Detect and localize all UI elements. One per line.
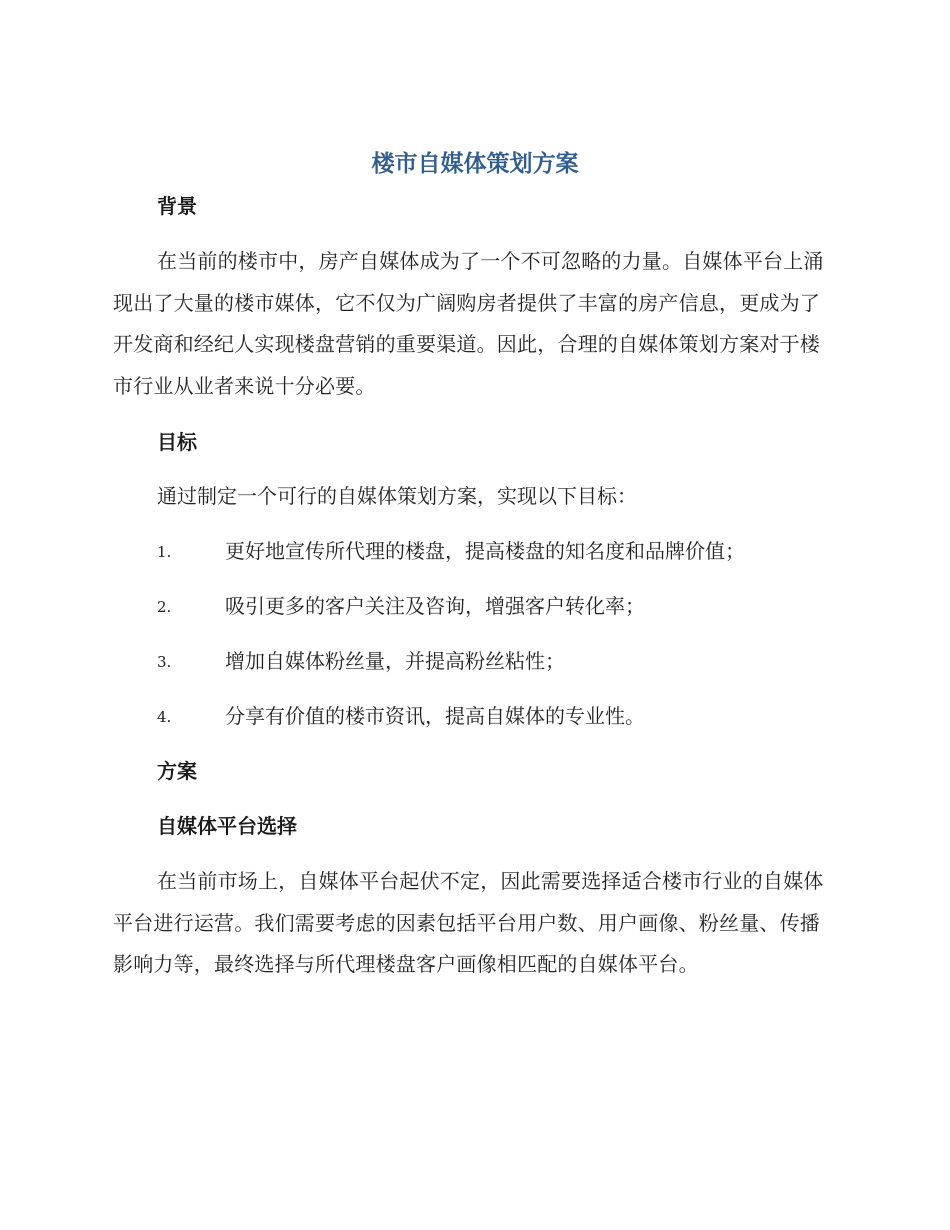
list-item: [157, 701, 837, 731]
list-number: 4.: [157, 708, 172, 726]
list-text: 吸引更多的客户关注及咨询，增强客户转化率；: [225, 594, 645, 618]
list-item: [157, 591, 837, 621]
list-item: [157, 646, 837, 676]
list-text: 更好地宣传所代理的楼盘，提高楼盘的知名度和品牌价值；: [225, 539, 745, 563]
document-title: 楼市自媒体策划方案: [371, 151, 579, 177]
heading-background: 背景: [157, 194, 197, 218]
list-item: [157, 536, 837, 566]
heading-goals: 目标: [157, 430, 197, 454]
list-number: 3.: [157, 653, 172, 671]
list-number: 1.: [157, 543, 172, 561]
subheading-platform-selection: 自媒体平台选择: [157, 814, 297, 838]
list-text: 分享有价值的楼市资讯，提高自媒体的专业性。: [225, 704, 645, 728]
list-text: 增加自媒体粉丝量，并提高粉丝粘性；: [225, 649, 565, 673]
goals-intro: 通过制定一个可行的自媒体策划方案，实现以下目标：: [157, 484, 637, 508]
paragraph-platform-selection: 在当前市场上，自媒体平台起伏不定，因此需要选择适合楼市行业的自媒体平台进行运营。我们需要考虑的因素包括平台用户数、用户画像、粉丝量、传播影响力等，最终选择与所代理楼盘客户画像相匹配的自媒体平台。: [113, 869, 824, 976]
list-number: 2.: [157, 598, 172, 616]
paragraph-background: 在当前的楼市中，房产自媒体成为了一个不可忽略的力量。自媒体平台上涌现出了大量的楼市媒体，它不仅为广阔购房者提供了丰富的房产信息，更成为了开发商和经纪人实现楼盘营销的重要渠道。因此，合理的自媒体策划方案对于楼市行业从业者来说十分必要。: [113, 249, 824, 398]
heading-plan: 方案: [157, 759, 197, 783]
